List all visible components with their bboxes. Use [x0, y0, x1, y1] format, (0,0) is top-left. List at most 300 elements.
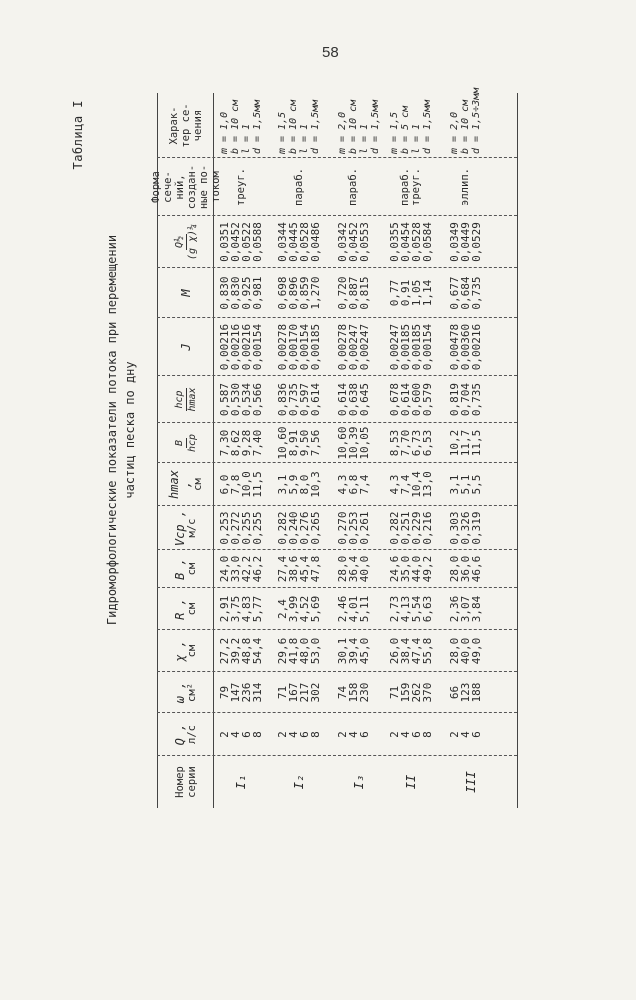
data-cell: 6 — [470, 731, 483, 738]
data-cell: 0,0445 — [287, 222, 300, 262]
data-column-8 — [277, 423, 321, 463]
fraction-denominator: hmax — [186, 387, 198, 412]
data-cell: 41,8 — [287, 637, 300, 665]
data-cell: 302 — [309, 682, 322, 703]
data-cell: 6,73 — [410, 429, 423, 457]
data-cell: 0,830 — [229, 276, 242, 310]
data-column-8 — [337, 423, 370, 463]
data-cell: 0,0351 — [218, 222, 231, 262]
data-cell: 39,4 — [347, 637, 360, 665]
data-column-10 — [389, 318, 433, 376]
data-cell: 0,735 — [287, 382, 300, 417]
data-column-7 — [389, 463, 433, 506]
data-cell: 3,99 — [287, 595, 300, 623]
data-cell: 0,00478 — [448, 323, 461, 371]
data-cell: 0,836 — [276, 382, 289, 417]
data-cell: 24,0 — [218, 555, 231, 583]
data-cell: 0,303 — [448, 511, 461, 545]
header-line: сече- — [162, 171, 174, 203]
data-cell: 10,0 — [240, 471, 253, 498]
data-cell: 24,6 — [388, 555, 401, 583]
data-cell: 0,614 — [336, 382, 349, 417]
data-cell: 123 — [459, 682, 472, 703]
series-group — [389, 93, 437, 808]
data-cell: 4,83 — [240, 595, 253, 623]
data-cell: 188 — [470, 682, 483, 703]
data-cell: 0,614 — [309, 382, 322, 417]
data-cell: 2 — [336, 731, 349, 738]
data-cell: 0,0342 — [336, 222, 349, 262]
data-column-4 — [219, 588, 263, 630]
data-cell: 0,319 — [470, 511, 483, 545]
series-name — [219, 756, 263, 808]
data-column-4 — [389, 588, 433, 630]
data-column-8 — [449, 423, 482, 463]
data-cell: 370 — [421, 682, 434, 703]
data-cell: 0,0355 — [388, 222, 401, 262]
data-cell: 0,251 — [399, 511, 412, 545]
characteristic-line: l = 1 — [411, 123, 422, 154]
data-cell: 0,282 — [276, 511, 289, 545]
data-cell: 0,00154 — [421, 323, 434, 371]
data-column-7 — [337, 463, 370, 506]
series-name — [277, 756, 321, 808]
data-column-6 — [219, 506, 263, 550]
data-cell: 0,0528 — [410, 222, 423, 262]
data-cell: 0,00278 — [336, 323, 349, 371]
data-cell: 0,326 — [459, 511, 472, 545]
data-cell: 0,265 — [309, 511, 322, 545]
data-cell: 262 — [410, 682, 423, 703]
data-cell: 0,00185 — [309, 323, 322, 371]
data-cell: 5,1 — [459, 474, 472, 495]
column-header-13 — [150, 158, 222, 216]
data-cell: 0,276 — [298, 511, 311, 545]
series-name-text: III — [463, 771, 478, 793]
data-cell: 0,77 — [388, 279, 401, 307]
characteristic-line: d = 1,5мм — [252, 99, 263, 154]
column-header-14 — [161, 93, 211, 158]
section-form — [337, 158, 370, 216]
data-cell: 38,6 — [287, 555, 300, 583]
data-column-9 — [277, 376, 321, 423]
data-cell: 4 — [347, 731, 360, 738]
data-cell: 0,0553 — [358, 222, 371, 262]
data-column-2 — [449, 672, 482, 713]
data-cell: 55,8 — [421, 637, 434, 665]
column-header-5 — [161, 550, 211, 588]
data-column-11 — [337, 268, 370, 318]
data-cell: 27,2 — [218, 637, 231, 665]
series-name-text: I₃ — [351, 774, 366, 790]
data-column-3 — [337, 630, 370, 672]
header-fraction — [174, 434, 199, 452]
data-cell: 0,00216 — [240, 323, 253, 371]
data-cell: 28,0 — [336, 555, 349, 583]
data-column-7 — [449, 463, 482, 506]
data-column-4 — [337, 588, 370, 630]
header-symbol: J — [179, 343, 193, 351]
caption-line-1: Гидроморфологические показатели потока при перемещении — [105, 234, 119, 626]
data-column-1 — [219, 713, 263, 756]
data-cell: 0,678 — [388, 382, 401, 417]
data-cell: 2,73 — [388, 595, 401, 623]
section-form-text: параб. — [292, 168, 305, 206]
data-cell: 11,5 — [251, 471, 264, 498]
data-cell: 8,91 — [287, 429, 300, 457]
data-cell: 3,1 — [448, 474, 461, 495]
data-cell: 4,13 — [399, 595, 412, 623]
data-column-1 — [277, 713, 321, 756]
data-column-6 — [449, 506, 482, 550]
data-cell: 0,00278 — [276, 323, 289, 371]
data-cell: 0,00154 — [251, 323, 264, 371]
header-unit: см — [186, 602, 198, 616]
data-cell: 0,887 — [347, 276, 360, 310]
data-cell: 314 — [251, 682, 264, 703]
fraction-numerator: hср — [173, 390, 185, 409]
data-cell: 5,77 — [251, 595, 264, 623]
header-line: Форма — [150, 171, 162, 203]
data-cell: 0,00185 — [410, 323, 423, 371]
data-cell: 3,75 — [229, 595, 242, 623]
header-line: создан- — [186, 164, 198, 210]
data-column-5 — [389, 550, 433, 588]
data-cell: 13,0 — [421, 471, 434, 498]
characteristic-line: b = 5 см — [400, 105, 411, 154]
characteristic-line: m = 2,0 — [337, 111, 348, 154]
header-line: током — [210, 171, 222, 203]
data-column-5 — [337, 550, 370, 588]
data-cell: 3,84 — [470, 595, 483, 623]
data-table — [150, 87, 542, 808]
data-cell: 5,54 — [410, 595, 423, 623]
data-cell: 0,255 — [240, 511, 253, 545]
table-label: Таблица I — [71, 100, 85, 170]
header-line: ний, — [174, 174, 186, 200]
section-characteristics — [449, 87, 482, 154]
column-header-7 — [161, 463, 211, 506]
data-cell: 2 — [276, 731, 289, 738]
data-column-12 — [337, 216, 370, 268]
data-cell: 0,0449 — [459, 222, 472, 262]
data-cell: 45,4 — [298, 555, 311, 583]
series-group — [336, 93, 381, 808]
data-cell: 71 — [276, 685, 289, 700]
data-cell: 10,39 — [347, 426, 360, 460]
header-line: Номер — [174, 766, 186, 798]
column-header-1 — [161, 713, 211, 756]
data-cell: 40,0 — [459, 637, 472, 665]
data-cell: 47,8 — [309, 555, 322, 583]
data-cell: 28,0 — [448, 555, 461, 583]
data-cell: 236 — [240, 682, 253, 703]
data-cell: 159 — [399, 682, 412, 703]
data-cell: 2,91 — [218, 595, 231, 623]
data-column-6 — [389, 506, 433, 550]
header-unit: см — [192, 478, 204, 491]
data-cell: 5,69 — [309, 595, 322, 623]
data-cell: 44,0 — [410, 555, 423, 583]
data-cell: 47,4 — [410, 637, 423, 665]
data-column-11 — [449, 268, 482, 318]
data-cell: 0,0452 — [229, 222, 242, 262]
data-cell: 49,2 — [421, 555, 434, 583]
data-column-6 — [277, 506, 321, 550]
data-column-9 — [449, 376, 482, 423]
data-cell: 49,0 — [470, 637, 483, 665]
data-cell: 11,7 — [459, 429, 472, 457]
data-column-2 — [277, 672, 321, 713]
data-cell: 0,735 — [470, 382, 483, 417]
series-name-text: I₂ — [291, 774, 306, 790]
data-cell: 0,253 — [218, 511, 231, 545]
data-cell: 0,216 — [421, 511, 434, 545]
data-column-5 — [277, 550, 321, 588]
data-cell: 0,0522 — [240, 222, 253, 262]
data-column-12 — [449, 216, 482, 268]
section-characteristics — [277, 93, 321, 154]
section-form-text: треуг. — [410, 168, 422, 206]
data-column-9 — [337, 376, 370, 423]
data-cell: 0,534 — [240, 382, 253, 417]
data-column-2 — [219, 672, 263, 713]
column-header-10 — [161, 318, 211, 376]
data-cell: 36,0 — [459, 555, 472, 583]
column-header-6 — [161, 506, 211, 550]
data-cell: 0,530 — [229, 382, 242, 417]
header-unit: см — [186, 562, 198, 576]
data-cell: 0,830 — [218, 276, 231, 310]
data-cell: 6,53 — [421, 429, 434, 457]
section-form — [219, 158, 263, 216]
series-name — [389, 756, 433, 808]
table-caption — [103, 200, 139, 660]
data-cell: 4,52 — [298, 595, 311, 623]
column-header-11 — [161, 268, 211, 318]
data-column-11 — [219, 268, 263, 318]
data-column-7 — [277, 463, 321, 506]
data-cell: 10,60 — [336, 426, 349, 460]
data-cell: 0,0529 — [470, 222, 483, 262]
data-cell: 10,2 — [448, 429, 461, 457]
page-number: 58 — [322, 44, 339, 61]
data-column-12 — [389, 216, 433, 268]
data-cell: 9,28 — [240, 429, 253, 457]
series-name-text: I₁ — [233, 774, 248, 790]
caption-line-2: частиц песка по дну — [123, 361, 137, 499]
column-header-0 — [161, 756, 211, 808]
header-line: ные по- — [198, 164, 210, 210]
header-unit: л/с — [186, 725, 198, 744]
data-cell: 71 — [388, 685, 401, 700]
header-unit: см — [186, 644, 198, 658]
data-cell: 4 — [459, 731, 472, 738]
fraction-numerator: B — [173, 439, 185, 447]
data-cell: 38,4 — [399, 637, 412, 665]
data-cell: 0,720 — [336, 276, 349, 310]
data-cell: 0,00154 — [298, 323, 311, 371]
data-cell: 0,0584 — [421, 222, 434, 262]
data-cell: 0,815 — [358, 276, 371, 310]
series-name — [337, 756, 381, 808]
header-symbol: ω , — [173, 681, 187, 704]
header-symbol: hmax , — [167, 470, 193, 499]
data-cell: 6 — [240, 731, 253, 738]
data-cell: 0,638 — [347, 382, 360, 417]
data-cell: 0,240 — [287, 511, 300, 545]
data-cell: 2,36 — [448, 595, 461, 623]
series-group — [277, 93, 325, 808]
characteristic-line: m = 2,0 — [449, 111, 460, 154]
data-cell: 2,46 — [336, 595, 349, 623]
rotated-table-page — [69, 80, 569, 860]
data-cell: 0,600 — [410, 382, 423, 417]
data-cell: 66 — [448, 685, 461, 700]
data-cell: 0,00185 — [399, 323, 412, 371]
characteristic-line: m = 1,5 — [389, 111, 400, 154]
data-cell: 0,684 — [459, 276, 472, 310]
column-header-12 — [161, 216, 211, 268]
fraction-denominator: (g χ)¼ — [186, 223, 198, 261]
header-symbol: Vср , — [173, 509, 187, 547]
data-cell: 29,6 — [276, 637, 289, 665]
series-name — [449, 756, 493, 808]
data-column-3 — [277, 630, 321, 672]
data-column-9 — [219, 376, 263, 423]
data-column-10 — [337, 318, 370, 376]
data-cell: 217 — [298, 682, 311, 703]
data-cell: 0,229 — [410, 511, 423, 545]
characteristic-line: l = 1 — [299, 123, 310, 154]
data-cell: 0,00216 — [470, 323, 483, 371]
data-cell: 4 — [287, 731, 300, 738]
data-cell: 0,270 — [336, 511, 349, 545]
data-cell: 0,0486 — [309, 222, 322, 262]
header-symbol: χ , — [173, 640, 187, 662]
section-form-text: параб. — [347, 168, 359, 206]
data-cell: 3,1 — [276, 474, 289, 495]
data-cell: 6 — [298, 731, 311, 738]
data-column-7 — [219, 463, 263, 506]
data-cell: 0,925 — [240, 276, 253, 310]
data-column-2 — [337, 672, 370, 713]
data-cell: 8,0 — [298, 474, 311, 495]
data-cell: 1,270 — [309, 276, 322, 310]
data-cell: 6 — [410, 731, 423, 738]
data-cell: 7,4 — [399, 474, 412, 495]
data-cell: 10,3 — [309, 471, 322, 498]
data-column-4 — [277, 588, 321, 630]
header-symbol: M — [179, 289, 193, 297]
data-cell: 158 — [347, 682, 360, 703]
data-cell: 0,819 — [448, 382, 461, 417]
data-column-5 — [449, 550, 482, 588]
table-rule-2 — [517, 93, 518, 808]
data-cell: 3,07 — [459, 595, 472, 623]
data-column-11 — [389, 268, 433, 318]
data-cell: 0,735 — [470, 276, 483, 310]
characteristic-line: b = 10 см — [460, 99, 471, 154]
header-line: чения — [192, 109, 204, 142]
data-cell: 10,60 — [276, 426, 289, 460]
data-cell: 5,5 — [470, 474, 483, 495]
data-cell: 46,2 — [251, 555, 264, 583]
data-cell: 147 — [229, 682, 242, 703]
data-cell: 74 — [336, 685, 349, 700]
data-cell: 0,0454 — [399, 222, 412, 262]
data-cell: 167 — [287, 682, 300, 703]
data-cell: 1,05 — [410, 279, 423, 307]
section-form-text: треуг. — [234, 168, 247, 206]
data-cell: 0,00170 — [287, 323, 300, 371]
fraction-numerator: Q½ — [173, 235, 185, 249]
data-column-3 — [219, 630, 263, 672]
header-unit: см² — [186, 683, 198, 702]
series-name-text: II — [403, 774, 418, 790]
section-form — [389, 158, 433, 216]
column-header-8 — [161, 423, 211, 463]
series-group — [448, 87, 486, 808]
data-cell: 0,272 — [229, 511, 242, 545]
data-cell: 0,00360 — [459, 323, 472, 371]
data-column-8 — [389, 423, 433, 463]
data-cell: 7,56 — [309, 429, 322, 457]
data-cell: 0,859 — [298, 276, 311, 310]
data-cell: 7,70 — [399, 429, 412, 457]
characteristic-line: m = 1,5 — [277, 111, 288, 154]
data-cell: 33,0 — [229, 555, 242, 583]
characteristic-line: d = 1,5мм — [310, 99, 321, 154]
data-cell: 0,0588 — [251, 222, 264, 262]
characteristic-line: b = 10 см — [230, 99, 241, 154]
data-cell: 8,62 — [229, 429, 242, 457]
data-cell: 5,11 — [358, 595, 371, 623]
data-cell: 35,0 — [399, 555, 412, 583]
section-characteristics — [219, 93, 263, 154]
data-cell: 53,0 — [309, 637, 322, 665]
data-cell: 4,3 — [388, 474, 401, 495]
data-cell: 7,40 — [251, 429, 264, 457]
data-column-6 — [337, 506, 370, 550]
data-cell: 4,01 — [347, 595, 360, 623]
header-line: Харак- — [168, 106, 180, 145]
header-line: тер се- — [180, 103, 192, 148]
data-cell: 0,645 — [358, 382, 371, 417]
data-cell: 0,677 — [448, 276, 461, 310]
data-cell: 39,2 — [229, 637, 242, 665]
data-cell: 10,05 — [358, 426, 371, 460]
data-cell: 0,587 — [218, 382, 231, 417]
header-unit: м/с — [186, 518, 198, 538]
data-cell: 0,597 — [298, 382, 311, 417]
data-cell: 0,0344 — [276, 222, 289, 262]
data-cell: 0,0349 — [448, 222, 461, 262]
data-cell: 26,0 — [388, 637, 401, 665]
data-cell: 4 — [229, 731, 242, 738]
data-cell: 48,0 — [298, 637, 311, 665]
data-cell: 1,14 — [421, 279, 434, 307]
data-cell: 4,3 — [336, 474, 349, 495]
fraction-denominator: hср — [186, 433, 198, 453]
data-cell: 79 — [218, 685, 231, 700]
data-column-9 — [389, 376, 433, 423]
section-form — [449, 158, 482, 216]
data-cell: 8 — [251, 731, 264, 738]
data-cell: 0,896 — [287, 276, 300, 310]
data-cell: 0,698 — [276, 276, 289, 310]
data-cell: 30,1 — [336, 637, 349, 665]
